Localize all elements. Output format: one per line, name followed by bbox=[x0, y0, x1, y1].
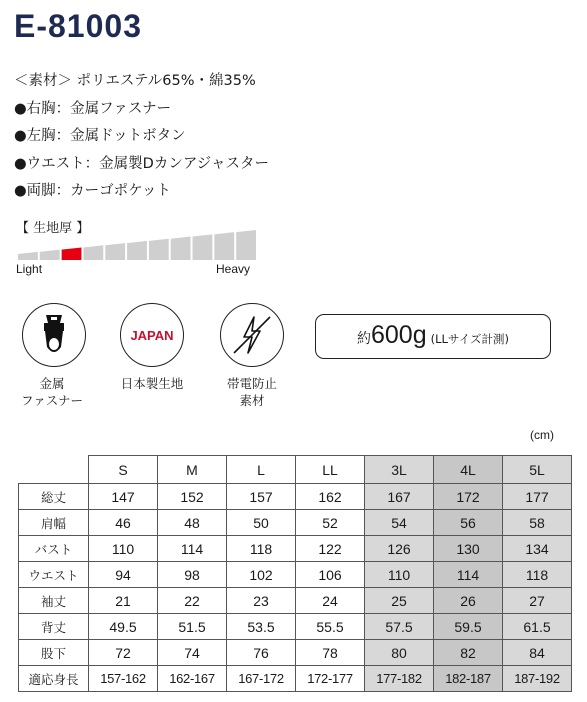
table-cell: 147 bbox=[89, 484, 158, 510]
table-cell: 49.5 bbox=[89, 614, 158, 640]
table-cell: 55.5 bbox=[296, 614, 365, 640]
size-header: S bbox=[89, 456, 158, 484]
table-cell: 61.5 bbox=[503, 614, 572, 640]
spec-legs: ●両脚：カーゴポケット bbox=[14, 183, 171, 199]
size-header-row bbox=[19, 456, 572, 484]
weight-prefix: 約 bbox=[357, 331, 371, 347]
table-cell: 23 bbox=[227, 588, 296, 614]
table-cell: 84 bbox=[503, 640, 572, 666]
table-cell: 157 bbox=[227, 484, 296, 510]
table-cell: 80 bbox=[365, 640, 434, 666]
table-cell: 74 bbox=[158, 640, 227, 666]
spec-waist: ●ウエスト：金属製Dカンアジャスター bbox=[14, 155, 269, 172]
table-cell: 102 bbox=[227, 562, 296, 588]
row-label: バスト bbox=[19, 536, 89, 562]
table-row bbox=[19, 666, 572, 692]
table-cell: 46 bbox=[89, 510, 158, 536]
table-row bbox=[19, 614, 572, 640]
table-row bbox=[19, 588, 572, 614]
spec-material: ＜素材＞ ポリエステル65%・綿35% bbox=[14, 73, 256, 89]
table-cell: 162 bbox=[296, 484, 365, 510]
spec-right-chest: ●右胸：金属ファスナー bbox=[14, 100, 172, 117]
table-cell: 162-167 bbox=[158, 666, 227, 692]
japan-caption: 日本製生地 bbox=[120, 376, 184, 391]
table-cell: 167 bbox=[365, 484, 434, 510]
weight-note: (LLサイズ計測) bbox=[430, 332, 509, 346]
table-row bbox=[19, 562, 572, 588]
gauge-step bbox=[105, 243, 125, 260]
gauge-step bbox=[40, 250, 60, 260]
table-cell: 187-192 bbox=[503, 666, 572, 692]
table-cell: 76 bbox=[227, 640, 296, 666]
table-cell: 110 bbox=[365, 562, 434, 588]
gauge-step bbox=[149, 239, 169, 260]
row-label: 総丈 bbox=[19, 484, 89, 510]
table-cell: 22 bbox=[158, 588, 227, 614]
zipper-caption: 金属 ファスナー bbox=[20, 376, 83, 408]
table-cell: 59.5 bbox=[434, 614, 503, 640]
table-cell: 126 bbox=[365, 536, 434, 562]
table-cell: 48 bbox=[158, 510, 227, 536]
row-label: 背丈 bbox=[19, 614, 89, 640]
gauge-step bbox=[18, 252, 38, 260]
table-cell: 78 bbox=[296, 640, 365, 666]
thickness-gauge bbox=[18, 230, 256, 262]
size-header: 5L bbox=[503, 456, 572, 484]
gauge-step bbox=[214, 232, 234, 260]
spec-list bbox=[14, 68, 269, 206]
table-cell: 118 bbox=[503, 562, 572, 588]
table-cell: 27 bbox=[503, 588, 572, 614]
table-cell: 58 bbox=[503, 510, 572, 536]
spec-left-chest: ●左胸：金属ドットボタン bbox=[14, 128, 186, 144]
table-cell: 182-187 bbox=[434, 666, 503, 692]
gauge-step bbox=[83, 245, 103, 260]
row-label: 肩幅 bbox=[19, 510, 89, 536]
table-cell: 51.5 bbox=[158, 614, 227, 640]
gauge-step bbox=[236, 230, 256, 260]
gauge-step bbox=[127, 241, 147, 260]
zipper-icon bbox=[22, 303, 86, 367]
table-cell: 172-177 bbox=[296, 666, 365, 692]
table-cell: 118 bbox=[227, 536, 296, 562]
size-header: M bbox=[158, 456, 227, 484]
table-cell: 157-162 bbox=[89, 666, 158, 692]
table-cell: 21 bbox=[89, 588, 158, 614]
japan-badge-icon bbox=[120, 303, 184, 367]
gauge-step bbox=[193, 234, 213, 260]
table-cell: 114 bbox=[434, 562, 503, 588]
table-cell: 134 bbox=[503, 536, 572, 562]
weight-box bbox=[315, 314, 551, 359]
table-cell: 52 bbox=[296, 510, 365, 536]
unit-label: (cm) bbox=[530, 428, 554, 442]
size-header: 3L bbox=[365, 456, 434, 484]
table-corner bbox=[19, 456, 89, 484]
table-cell: 56 bbox=[434, 510, 503, 536]
gauge-heavy-label: Heavy bbox=[216, 262, 251, 276]
table-cell: 114 bbox=[158, 536, 227, 562]
size-table bbox=[18, 455, 572, 692]
table-cell: 177 bbox=[503, 484, 572, 510]
table-cell: 106 bbox=[296, 562, 365, 588]
row-label: 股下 bbox=[19, 640, 89, 666]
table-cell: 94 bbox=[89, 562, 158, 588]
table-cell: 24 bbox=[296, 588, 365, 614]
size-header: 4L bbox=[434, 456, 503, 484]
weight-value: 600g bbox=[371, 321, 427, 349]
size-header: L bbox=[227, 456, 296, 484]
product-code: E-81003 bbox=[14, 8, 142, 44]
row-label: 袖丈 bbox=[19, 588, 89, 614]
table-cell: 177-182 bbox=[365, 666, 434, 692]
table-cell: 167-172 bbox=[227, 666, 296, 692]
gauge-step bbox=[171, 237, 191, 260]
table-cell: 172 bbox=[434, 484, 503, 510]
table-cell: 130 bbox=[434, 536, 503, 562]
table-cell: 82 bbox=[434, 640, 503, 666]
table-row bbox=[19, 640, 572, 666]
table-cell: 152 bbox=[158, 484, 227, 510]
table-row bbox=[19, 484, 572, 510]
table-cell: 72 bbox=[89, 640, 158, 666]
table-row bbox=[19, 536, 572, 562]
table-cell: 122 bbox=[296, 536, 365, 562]
table-cell: 26 bbox=[434, 588, 503, 614]
row-label: ウエスト bbox=[19, 562, 89, 588]
table-cell: 53.5 bbox=[227, 614, 296, 640]
antistatic-caption: 帯電防止 素材 bbox=[226, 376, 277, 408]
antistatic-icon bbox=[220, 303, 284, 367]
table-cell: 110 bbox=[89, 536, 158, 562]
row-label: 適応身長 bbox=[19, 666, 89, 692]
thickness-label: 【 生地厚 】 bbox=[16, 221, 90, 236]
table-cell: 54 bbox=[365, 510, 434, 536]
gauge-light-label: Light bbox=[16, 262, 43, 276]
size-header: LL bbox=[296, 456, 365, 484]
table-cell: 25 bbox=[365, 588, 434, 614]
gauge-step-selected bbox=[62, 247, 82, 260]
table-cell: 50 bbox=[227, 510, 296, 536]
table-row bbox=[19, 510, 572, 536]
table-cell: 57.5 bbox=[365, 614, 434, 640]
table-cell: 98 bbox=[158, 562, 227, 588]
japan-badge-text: JAPAN bbox=[130, 327, 174, 343]
